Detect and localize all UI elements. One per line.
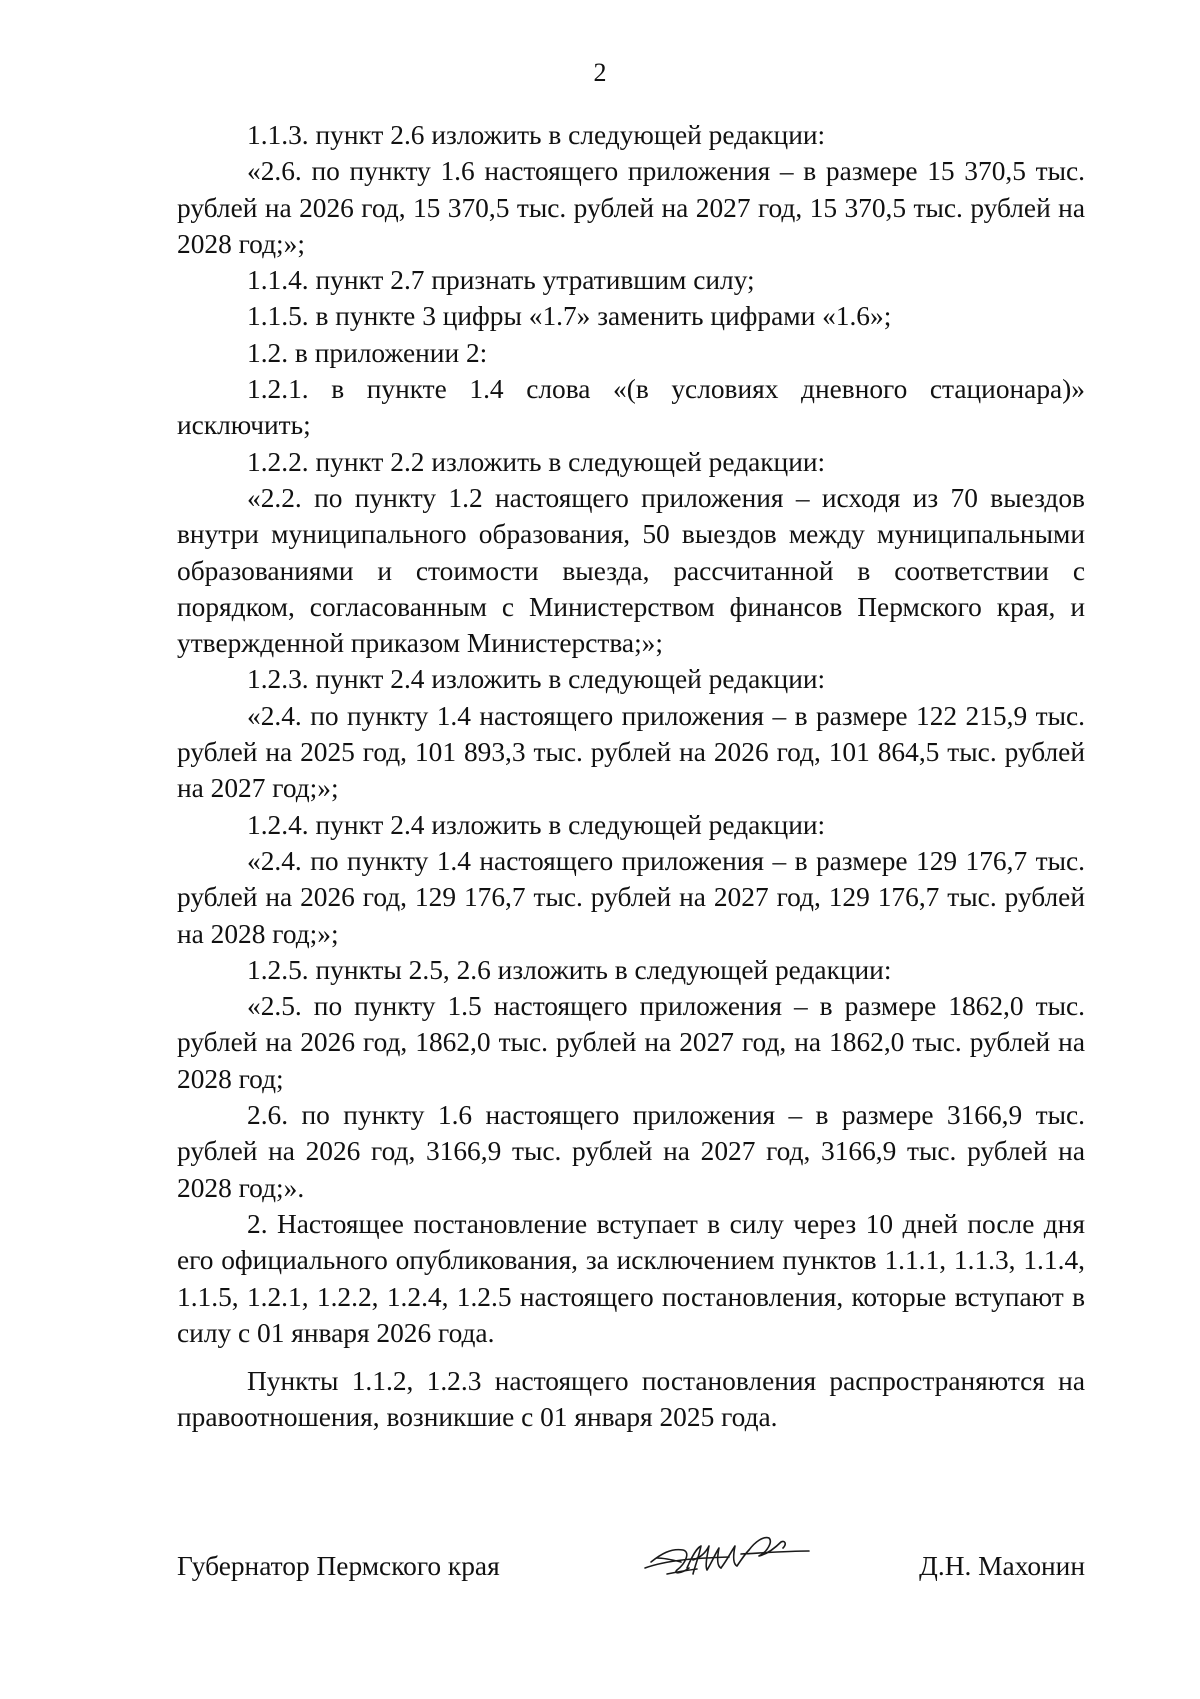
paragraph-quote-2-5: «2.5. по пункту 1.5 настоящего приложения – в размере 1862,0 тыс. рублей на 2026 год, 1862,0 тыс. рублей на 2027 год, на 1862,0 тыс. рублей на 2028 год;: [177, 991, 1085, 1094]
paragraph-1-1-5: 1.1.5. в пункте 3 цифры «1.7» заменить цифрами «1.6»;: [247, 301, 892, 332]
paragraph-quote-2-6: «2.6. по пункту 1.6 настоящего приложения – в размере 15 370,5 тыс. рублей на 2026 год, 15 370,5 тыс. рублей на 2027 год, 15 370,5 тыс. рублей на 2028 год;»;: [177, 156, 1085, 259]
paragraph-2-effective-date: 2. Настоящее постановление вступает в силу через 10 дней после дня его официального опубликования, за исключением пунктов 1.1.1, 1.1.3, 1.1.4, 1.1.5, 1.2.1, 1.2.2, 1.2.4, 1.2.5 настоящего постановления, которые вступают в силу с 01 января 2026 года.: [177, 1208, 1085, 1348]
paragraph-quote-2-6-b: 2.6. по пункту 1.6 настоящего приложения – в размере 3166,9 тыс. рублей на 2026 год, 3166,9 тыс. рублей на 2027 год, 3166,9 тыс. рублей на 2028 год;».: [177, 1100, 1085, 1203]
paragraph-1-1-3: 1.1.3. пункт 2.6 изложить в следующей редакции:: [247, 120, 826, 150]
paragraph-quote-2-2: «2.2. по пункту 1.2 настоящего приложения – исходя из 70 выездов внутри муниципального образования, 50 выездов между муниципальными образованиями и стоимости выезда, рассчитанной в соответствии с порядком, согласованным с Министерством финансов Пермского края, и утвержденной приказом Министерства;»;: [177, 482, 1085, 659]
page-number: 2: [593, 58, 607, 87]
paragraph-1-1-4: 1.1.4. пункт 2.7 признать утратившим силу;: [247, 265, 755, 296]
paragraph-1-2-2: 1.2.2. пункт 2.2 изложить в следующей редакции:: [247, 446, 826, 477]
document-body: [177, 117, 1085, 1436]
signatory-position: Губернатор Пермского края: [177, 1551, 500, 1581]
paragraph-retroactive: Пункты 1.1.2, 1.2.3 настоящего постановления распространяются на правоотношения, возникшие с 01 января 2025 года.: [177, 1366, 1085, 1433]
paragraph-1-2-3: 1.2.3. пункт 2.4 изложить в следующей редакции:: [247, 664, 826, 695]
paragraph-1-2-4: 1.2.4. пункт 2.4 изложить в следующей редакции:: [247, 809, 826, 840]
signature-block: [177, 1548, 1085, 1588]
signatory-name: Д.Н. Махонин: [919, 1551, 1085, 1581]
paragraph-1-2-5: 1.2.5. пункты 2.5, 2.6 изложить в следующей редакции:: [247, 954, 892, 985]
paragraph-1-2: 1.2. в приложении 2:: [247, 337, 488, 368]
paragraph-quote-2-4-a: «2.4. по пункту 1.4 настоящего приложения – в размере 122 215,9 тыс. рублей на 2025 год, 101 893,3 тыс. рублей на 2026 год, 101 864,5 тыс. рублей на 2027 год;»;: [177, 700, 1085, 804]
paragraph-1-2-1: 1.2.1. в пункте 1.4 слова «(в условиях дневного стационара)» исключить;: [177, 374, 1085, 441]
paragraph-quote-2-4-b: «2.4. по пункту 1.4 настоящего приложения – в размере 129 176,7 тыс. рублей на 2026 год, 129 176,7 тыс. рублей на 2027 год, 129 176,7 тыс. рублей на 2028 год;»;: [177, 845, 1085, 949]
handwritten-signature: [637, 1524, 837, 1586]
